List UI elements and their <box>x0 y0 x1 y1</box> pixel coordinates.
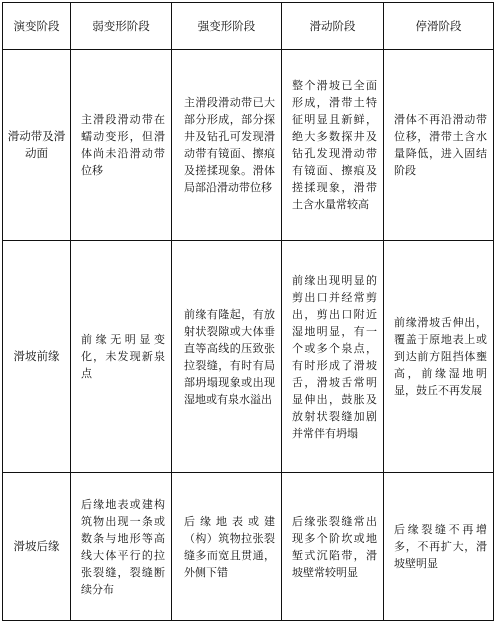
table-header-row <box>3 3 494 50</box>
cell-strong: 前缘有隆起，有放射状裂隙或大体垂直等高线的压致张拉裂缝，有时有局部坍塌现象或出现湿地或有泉水溢出 <box>172 241 282 473</box>
cell-stopped: 前缘滑坡舌伸出，覆盖于原地表上或到达前方阻挡体壅高，前缘湿地明显，鼓丘不再发展 <box>384 241 494 473</box>
table-row <box>3 473 494 621</box>
cell-sliding: 整个滑坡已全面形成，滑带土特征明显且新鲜，绝大多数探井及钻孔发现滑动带有镜面、擦痕及搓揉现象，滑带土含水量常较高 <box>282 50 384 241</box>
header-weak-deformation: 弱变形阶段 <box>71 3 172 50</box>
cell-strong: 主滑段滑动带已大部分形成，部分探井及钻孔可发现滑动带有镜面、擦痕及搓揉现象。滑体局部沿滑动带位移 <box>172 50 282 241</box>
header-stopped: 停滑阶段 <box>384 3 494 50</box>
cell-weak: 主滑段滑动带在蠕动变形，但滑体尚未沿滑动带位移 <box>71 50 172 241</box>
header-strong-deformation: 强变形阶段 <box>172 3 282 50</box>
row-label-rear-edge: 滑坡后缘 <box>3 473 71 621</box>
header-stage: 演变阶段 <box>3 3 71 50</box>
cell-sliding: 后缘张裂缝常出现多个阶坎或地堑式沉陷带，滑坡壁常较明显 <box>282 473 384 621</box>
cell-weak: 前缘无明显变化，未发现新泉点 <box>71 241 172 473</box>
cell-weak: 后缘地表或建构筑物出现一条或数条与地形等高线大体平行的拉张裂缝，裂缝断续分布 <box>71 473 172 621</box>
cell-strong: 后缘地表或建（构）筑物拉张裂缝多而宽且贯通，外侧下错 <box>172 473 282 621</box>
cell-stopped: 后缘裂缝不再增多，不再扩大，滑坡壁明显 <box>384 473 494 621</box>
header-sliding: 滑动阶段 <box>282 3 384 50</box>
table-row <box>3 241 494 473</box>
table-row <box>3 50 494 241</box>
cell-sliding: 前缘出现明显的剪出口并经常剪出，剪出口附近湿地明显，有一个或多个泉点，有时形成了滑坡舌，滑坡舌常明显伸出，鼓胀及放射状裂缝加剧并常伴有坍塌 <box>282 241 384 473</box>
cell-stopped: 滑体不再沿滑动带位移，滑带土含水量降低，进入固结阶段 <box>384 50 494 241</box>
row-label-front-edge: 滑坡前缘 <box>3 241 71 473</box>
landslide-stage-table <box>2 2 494 621</box>
stage-table-container <box>2 2 494 621</box>
row-label-sliding-zone: 滑动带及滑动面 <box>3 50 71 241</box>
